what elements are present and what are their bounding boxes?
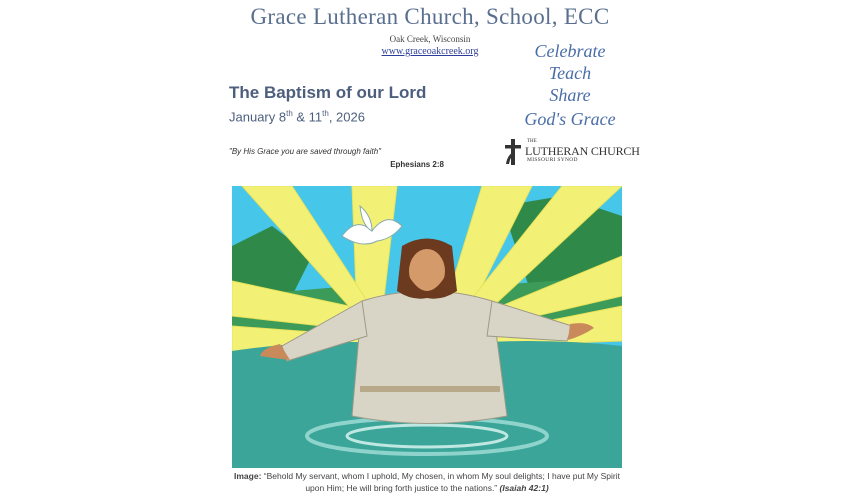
motto-line-4: God's Grace [524,109,616,129]
website-link[interactable]: www.graceoakcreek.org [381,46,479,57]
church-city: Oak Creek, Wisconsin [389,34,471,44]
motto-line-2: Teach [548,63,592,83]
caption-quote: “Behold My servant, whom I uphold, My chosen, in whom My soul delights; I have put My Spirit upon Him; He will bring forth justice to the nations.” [263,471,620,493]
service-date: January 8th & 11th, 2026 [229,109,365,125]
lutheran-cross-icon [503,138,523,166]
logo-line-3: MISSOURI SYNOD [527,157,578,163]
caption-label: Image: [234,471,262,481]
motto-line-1: Celebrate [534,41,606,61]
motto-line-3: Share [549,85,591,105]
baptism-of-jesus-clipart [232,186,622,468]
caption-reference: (Isaiah 42:1) [499,483,549,493]
logo-line-2: LUTHERAN CHURCH [525,144,640,158]
logo-line-1: THE [527,139,537,144]
verse-text: "By His Grace you are saved through faith" [229,147,381,156]
service-title: The Baptism of our Lord [229,83,427,102]
image-caption [232,470,622,494]
church-name: Grace Lutheran Church, School, ECC [250,4,610,29]
verse-reference: Ephesians 2:8 [390,160,444,169]
